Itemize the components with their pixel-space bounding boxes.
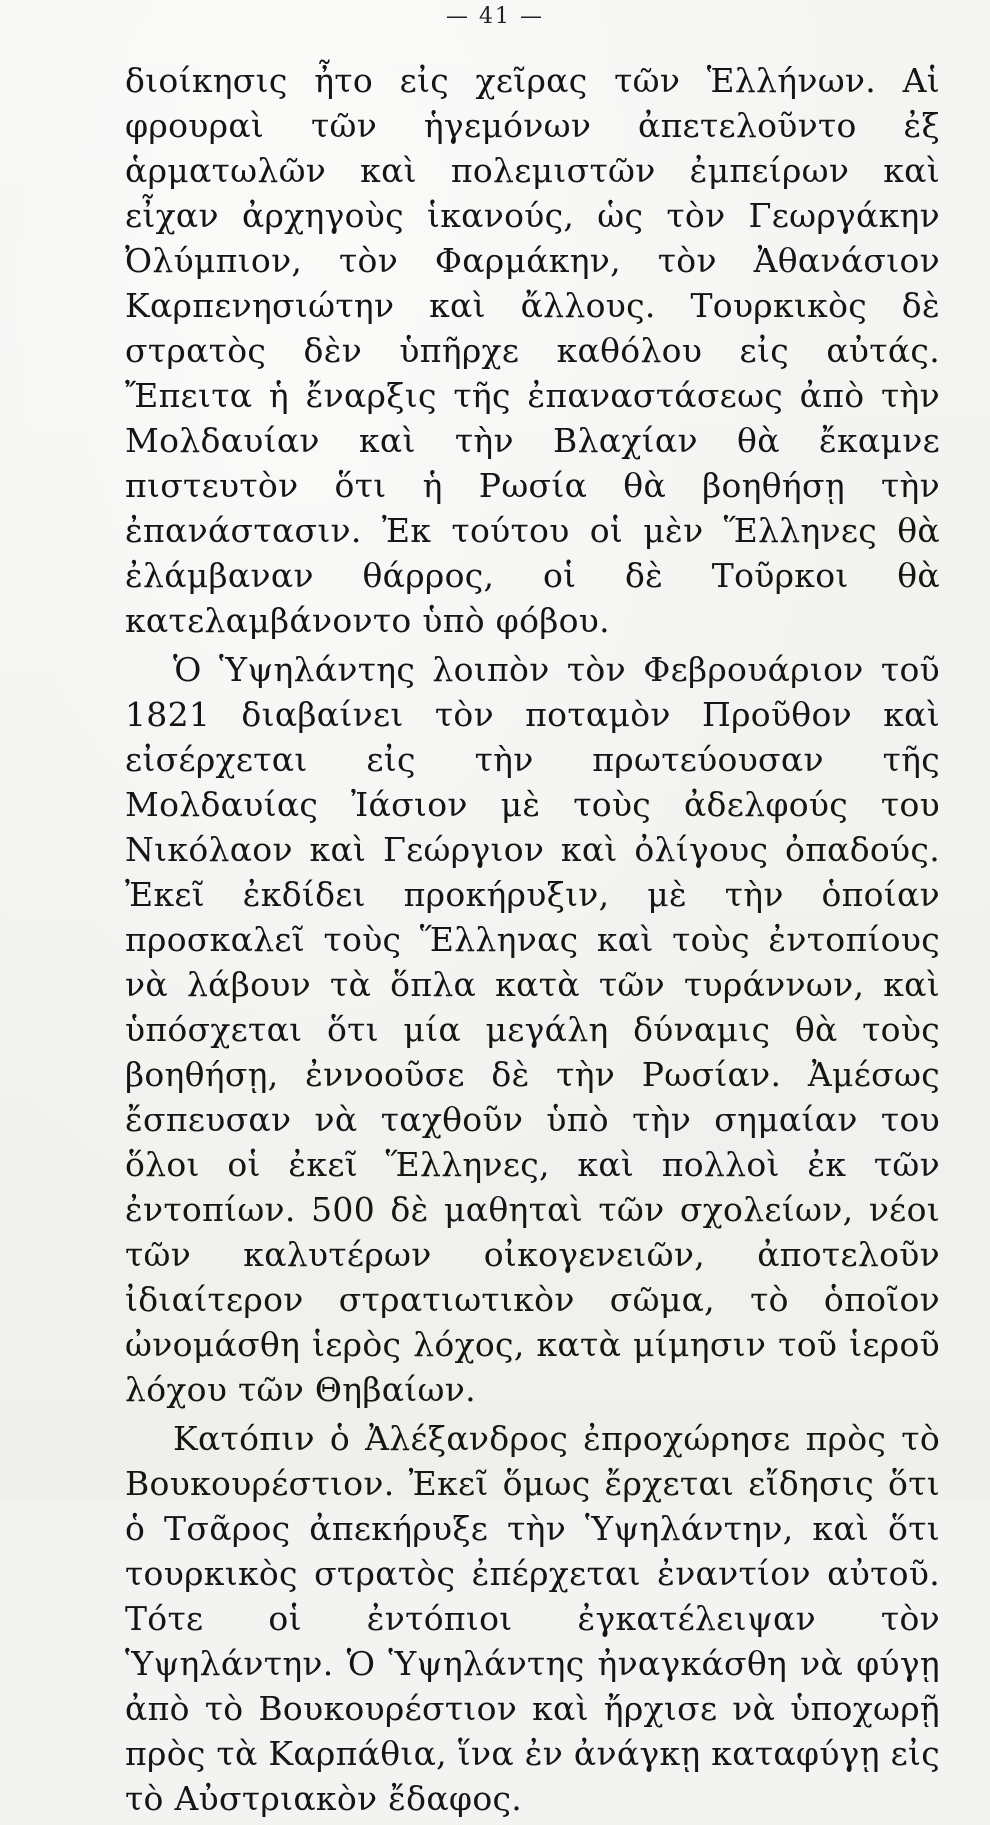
- page-number: — 41 —: [446, 4, 544, 29]
- paragraph-1: διοίκησις ἦτο εἰς χεῖρας τῶν Ἑλλήνων. Αἱ φρουραὶ τῶν ἡγεμόνων ἀπετελοῦντο ἐξ ἁρματωλῶν καὶ πολεμιστῶν ἐμπείρων καὶ εἶχαν ἀρχηγοὺς ἱκανούς, ὡς τὸν Γεωργάκην Ὀλύμπιον, τὸν Φαρμάκην, τὸν Ἀθανάσιον Καρπενησιώτην καὶ ἄλλους. Τουρκικὸς δὲ στρατὸς δὲν ὑπῆρχε καθόλου εἰς αὐτάς. Ἔπειτα ἡ ἔναρξις τῆς ἐπαναστάσεως ἀπὸ τὴν Μολδαυίαν καὶ τὴν Βλαχίαν θὰ ἔκαμνε πιστευτὸν ὅτι ἡ Ρωσία θὰ βοηθήσῃ τὴν ἐπανάστασιν. Ἐκ τούτου οἱ μὲν Ἕλληνες θὰ ἐλάμβαναν θάρρος, οἱ δὲ Τοῦρκοι θὰ κατελαμβάνοντο ὑπὸ φόβου.: [125, 61, 940, 640]
- paragraph-3: Κατόπιν ὁ Ἀλέξανδρος ἐπροχώρησε πρὸς τὸ Βουκουρέστιον. Ἐκεῖ ὅμως ἔρχεται εἴδησις ὅτι ὁ Τσᾶρος ἀπεκήρυξε τὴν Ὑψηλάντην, καὶ ὅτι τουρκικὸς στρατὸς ἐπέρχεται ἐναντίον αὐτοῦ. Τότε οἱ ἐντόπιοι ἐγκατέλειψαν τὸν Ὑψηλάντην. Ὁ Ὑψηλάντης ἠναγκάσθη νὰ φύγῃ ἀπὸ τὸ Βουκουρέστιον καὶ ἤρχισε νὰ ὑποχωρῇ πρὸς τὰ Καρπάθια, ἵνα ἐν ἀνάγκῃ καταφύγῃ εἰς τὸ Αὐστριακὸν ἔδαφος.: [125, 1419, 940, 1818]
- paragraph-2: Ὁ Ὑψηλάντης λοιπὸν τὸν Φεβρουάριον τοῦ 1821 διαβαίνει τὸν ποταμὸν Προῦθον καὶ εἰσέρχεται εἰς τὴν πρωτεύουσαν τῆς Μολδαυίας Ἰάσιον μὲ τοὺς ἀδελφούς του Νικόλαον καὶ Γεώργιον καὶ ὀλίγους ὀπαδούς. Ἐκεῖ ἐκδίδει προκήρυξιν, μὲ τὴν ὁποίαν προσκαλεῖ τοὺς Ἕλληνας καὶ τοὺς ἐντοπίους νὰ λάβουν τὰ ὅπλα κατὰ τῶν τυράννων, καὶ ὑπόσχεται ὅτι μία μεγάλη δύναμις θὰ τοὺς βοηθήσῃ, ἐννοοῦσε δὲ τὴν Ρωσίαν. Ἀμέσως ἔσπευσαν νὰ ταχθοῦν ὑπὸ τὴν σημαίαν του ὅλοι οἱ ἐκεῖ Ἕλληνες, καὶ πολλοὶ ἐκ τῶν ἐντοπίων. 500 δὲ μαθηταὶ τῶν σχολείων, νέοι τῶν καλυτέρων οἰκογενειῶν, ἀποτελοῦν ἰδιαίτερον στρατιωτικὸν σῶμα, τὸ ὁποῖον ὠνομάσθη ἱερὸς λόχος, κατὰ μίμησιν τοῦ ἱεροῦ λόχου τῶν Θηβαίων.: [125, 650, 940, 1409]
- body-text: [125, 58, 940, 1825]
